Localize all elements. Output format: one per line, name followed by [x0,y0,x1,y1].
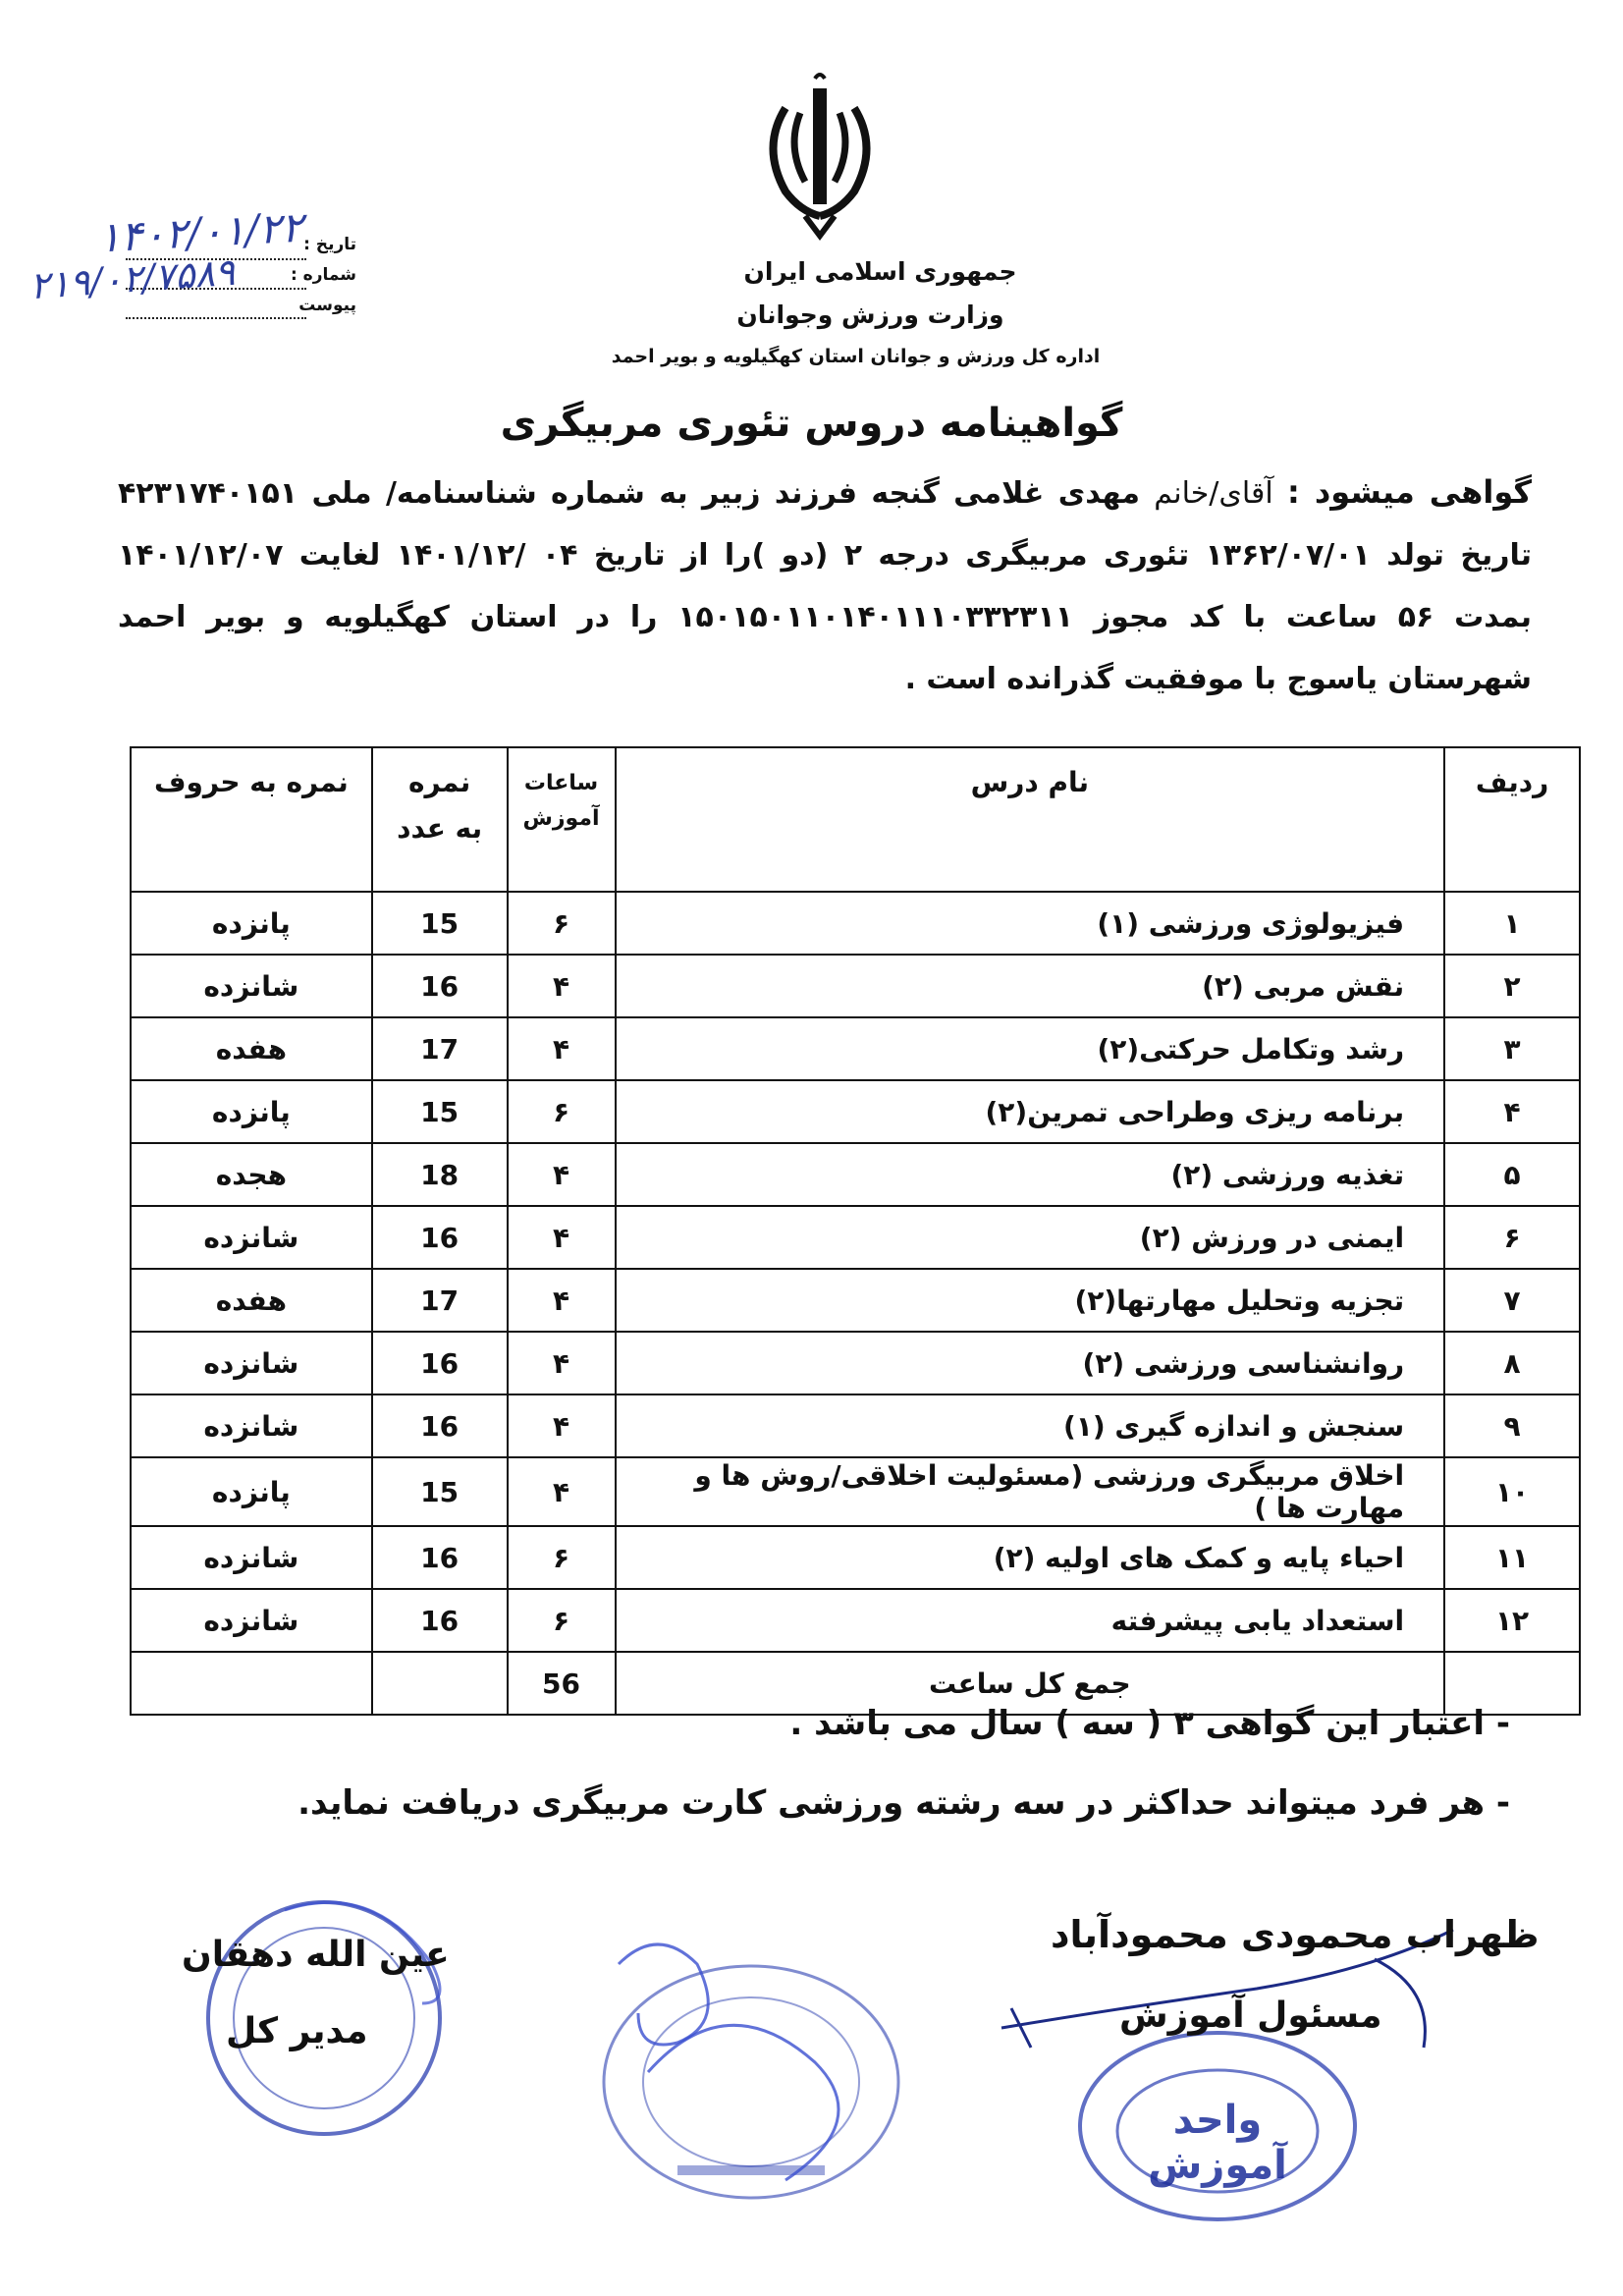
total-empty-cell [131,1652,372,1715]
course-name-cell: سنجش و اندازه گیری (۱) [616,1394,1445,1457]
score-words-cell: شانزده [131,1394,372,1457]
score-number-cell: 16 [372,1206,508,1269]
course-name-cell: روانشناسی ورزشی (۲) [616,1332,1445,1394]
hours-cell: ۴ [508,1457,616,1526]
course-name-cell: اخلاق مربیگری ورزشی (مسئولیت اخلاقی/روش ها و مهارت ها ) [616,1457,1445,1526]
table-body [131,892,1580,1715]
directorate-name: اداره کل ورزش و جوانان استان کهگیلویه و بویر احمد [611,346,1101,367]
right-signer-title: مسئول آموزش [1119,1995,1382,2036]
hours-cell: ۴ [508,1269,616,1332]
row-number-cell: ۲ [1444,955,1580,1017]
header-score-line1: نمره [408,766,471,798]
hours-cell: ۴ [508,1332,616,1394]
table-row [131,1206,1580,1269]
header-score-number [372,747,508,892]
score-number-cell: 15 [372,892,508,955]
hours-cell: ۴ [508,1017,616,1080]
number-label: شماره : [290,265,356,285]
limit-note: - هر فرد میتواند حداکثر در سه رشته ورزشی کارت مربیگری دریافت نماید. [298,1783,1510,1823]
row-number-cell: ۱ [1444,892,1580,955]
handwritten-date: ۱۴۰۲/۰۱/۲۲ [96,202,304,262]
ministry-name: وزارت ورزش وجوانان [736,301,1004,329]
certificate-body [118,462,1532,710]
total-hours-cell: 56 [508,1652,616,1715]
course-name-cell: استعداد یابی پیشرفته [616,1589,1445,1652]
score-words-cell: شانزده [131,1206,372,1269]
row-number-cell: ۱۱ [1444,1526,1580,1589]
row-number-cell: ۷ [1444,1269,1580,1332]
table-row [131,1589,1580,1652]
score-number-cell: 16 [372,1526,508,1589]
row-number-cell: ۹ [1444,1394,1580,1457]
score-words-cell: شانزده [131,1332,372,1394]
course-name-cell: برنامه ریزی وطراحی تمرین(۲) [616,1080,1445,1143]
course-name-cell: تجزیه وتحلیل مهارتها(۲) [616,1269,1445,1332]
total-empty-cell [372,1652,508,1715]
certificate-text: مهدی غلامی گنجه فرزند زبیر به شماره شناسنامه/ ملی ۴۲۳۱۷۴۰۱۵۱ تاریخ تولد ۱۳۶۲/۰۷/۰۱ تئوری مربیگری درجه ۲ (دو )را از تاریخ ۰۴ /۱۴۰۱/۱۲ لغایت ۱۴۰۱/۱۲/۰۷ بمدت ۵۶ ساعت با کد مجوز ۱۵۰۱۵۰۱۱۰۱۴۰۱۱۱۰۳۳۲۳۱۱ را در استان کهگیلویه و بویر احمد شهرستان یاسوج با موفقیت گذرانده است . [118,476,1533,696]
hours-cell: ۴ [508,955,616,1017]
header-course-name: نام درس [616,747,1445,892]
date-label: تاریخ : [303,235,356,254]
hours-cell: ۶ [508,1589,616,1652]
row-number-cell: ۵ [1444,1143,1580,1206]
score-number-cell: 15 [372,1080,508,1143]
stamp-unit-line2: آموزش [1148,2143,1287,2188]
hours-cell: ۴ [508,1206,616,1269]
left-signer-name: عین الله دهقان [182,1935,450,1975]
hours-cell: ۴ [508,1394,616,1457]
score-number-cell: 16 [372,1589,508,1652]
table-header-row [131,747,1580,892]
table-row [131,1017,1580,1080]
header-row-number: ردیف [1444,747,1580,892]
row-number-cell: ۶ [1444,1206,1580,1269]
right-signer-name: ظهراب محمودی محمودآباد [1051,1913,1540,1956]
certify-lead: گواهی میشود : [1287,473,1532,511]
table-row [131,1143,1580,1206]
score-number-cell: 17 [372,1269,508,1332]
course-name-cell: رشد وتکامل حرکتی(۲) [616,1017,1445,1080]
score-number-cell: 16 [372,1332,508,1394]
hours-cell: ۶ [508,1526,616,1589]
score-words-cell: هجده [131,1143,372,1206]
row-number-cell: ۱۲ [1444,1589,1580,1652]
row-number-cell: ۸ [1444,1332,1580,1394]
score-words-cell: هفده [131,1269,372,1332]
header-score-words: نمره به حروف [131,747,372,892]
table-row [131,955,1580,1017]
course-name-cell: نقش مربی (۲) [616,955,1445,1017]
table-row [131,1457,1580,1526]
header-hours-line1: ساعات [523,771,599,795]
table-row [131,1080,1580,1143]
honorific: آقای/خانم [1154,476,1273,511]
table-row [131,1394,1580,1457]
header-hours [508,747,616,892]
score-words-cell: شانزده [131,955,372,1017]
country-name: جمهوری اسلامی ایران [743,257,1017,286]
table-row [131,1269,1580,1332]
table-row [131,892,1580,955]
hours-cell: ۶ [508,892,616,955]
header-hours-line2: آموزش [522,806,600,831]
score-words-cell: پانزده [131,1080,372,1143]
validity-note: - اعتبار این گواهی ۳ ( سه ) سال می باشد . [789,1704,1510,1743]
course-name-cell: ایمنی در ورزش (۲) [616,1206,1445,1269]
score-words-cell: شانزده [131,1526,372,1589]
score-number-cell: 15 [372,1457,508,1526]
left-signer-title: مدیر کل [226,2011,368,2051]
score-number-cell: 18 [372,1143,508,1206]
header-score-line2: به عدد [397,812,483,845]
emblem-stamp [589,1925,913,2210]
course-table [130,746,1581,1716]
score-number-cell: 16 [372,1394,508,1457]
certificate-title: گواهینامه دروس تئوری مربیگری [500,401,1123,446]
hours-cell: ۴ [508,1143,616,1206]
course-name-cell: تغذیه ورزشی (۲) [616,1143,1445,1206]
score-number-cell: 17 [372,1017,508,1080]
emblem-icon [756,69,884,241]
score-words-cell: پانزده [131,1457,372,1526]
course-name-cell: احیاء پایه و کمک های اولیه (۲) [616,1526,1445,1589]
handwritten-number: ۲۱۹/۰۲/۷۵۸۹ [27,249,237,308]
table-row [131,1332,1580,1394]
table-row [131,1526,1580,1589]
row-number-cell: ۴ [1444,1080,1580,1143]
total-label-cell: جمع کل ساعت [616,1652,1445,1715]
stamp-unit-line1: واحد [1172,2098,1263,2143]
row-number-cell: ۱۰ [1444,1457,1580,1526]
score-number-cell: 16 [372,955,508,1017]
score-words-cell: شانزده [131,1589,372,1652]
attachment-dotted-line [126,317,306,319]
score-words-cell: هفده [131,1017,372,1080]
attachment-label: پیوست [298,296,356,315]
hours-cell: ۶ [508,1080,616,1143]
score-words-cell: پانزده [131,892,372,955]
row-number-cell: ۳ [1444,1017,1580,1080]
course-name-cell: فیزیولوژی ورزشی (۱) [616,892,1445,955]
